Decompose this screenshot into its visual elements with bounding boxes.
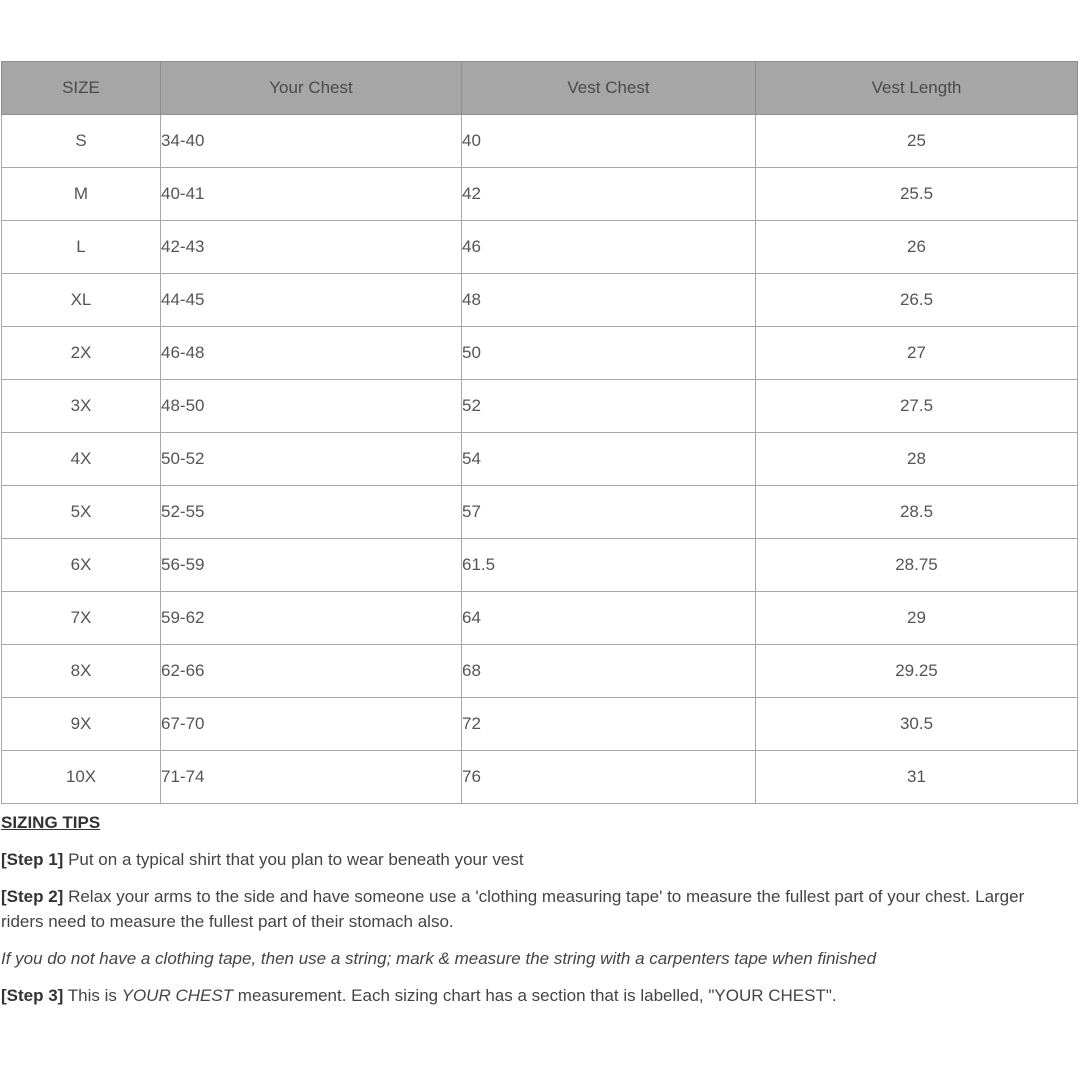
step-3-emphasis: YOUR CHEST [121, 986, 234, 1005]
step-3-text-before: This is [63, 986, 122, 1005]
header-vest-length: Vest Length [756, 62, 1078, 115]
table-row [2, 592, 1078, 645]
cell-vest-chest: 40 [462, 115, 756, 168]
step-1-label: [Step 1] [1, 850, 64, 869]
cell-vest-length: 25 [756, 115, 1078, 168]
cell-vest-chest: 50 [462, 327, 756, 380]
cell-vest-length: 26 [756, 221, 1078, 274]
cell-your-chest: 59-62 [161, 592, 462, 645]
table-row [2, 380, 1078, 433]
cell-vest-length: 28 [756, 433, 1078, 486]
cell-vest-chest: 52 [462, 380, 756, 433]
cell-size: XL [2, 274, 161, 327]
cell-vest-length: 31 [756, 751, 1078, 804]
table-row [2, 433, 1078, 486]
table-row [2, 539, 1078, 592]
cell-your-chest: 46-48 [161, 327, 462, 380]
cell-size: 9X [2, 698, 161, 751]
cell-vest-length: 27 [756, 327, 1078, 380]
table-header [2, 62, 1078, 115]
cell-vest-chest: 68 [462, 645, 756, 698]
cell-size: S [2, 115, 161, 168]
cell-size: L [2, 221, 161, 274]
sizing-tips [1, 810, 1071, 1020]
step-2-text: Relax your arms to the side and have someone use a 'clothing measuring tape' to measure the fullest part of your chest. Larger riders need to measure the fullest part of their stomach also. [1, 887, 1025, 931]
cell-size: 2X [2, 327, 161, 380]
cell-your-chest: 62-66 [161, 645, 462, 698]
cell-vest-chest: 42 [462, 168, 756, 221]
step-2-label: [Step 2] [1, 887, 64, 906]
cell-vest-length: 26.5 [756, 274, 1078, 327]
cell-size: 4X [2, 433, 161, 486]
table-body [2, 115, 1078, 804]
step-1 [1, 847, 1071, 872]
cell-size: 3X [2, 380, 161, 433]
cell-size: 8X [2, 645, 161, 698]
cell-your-chest: 71-74 [161, 751, 462, 804]
step-3-text-after: measurement. Each sizing chart has a section that is labelled, "YOUR CHEST". [233, 986, 837, 1005]
cell-vest-chest: 48 [462, 274, 756, 327]
header-your-chest: Your Chest [161, 62, 462, 115]
table-row [2, 327, 1078, 380]
table-row [2, 168, 1078, 221]
cell-vest-length: 29.25 [756, 645, 1078, 698]
cell-your-chest: 56-59 [161, 539, 462, 592]
header-vest-chest: Vest Chest [462, 62, 756, 115]
step-2 [1, 884, 1071, 934]
size-chart [1, 61, 1077, 804]
step-3-label: [Step 3] [1, 986, 64, 1005]
table-row [2, 698, 1078, 751]
cell-size: 5X [2, 486, 161, 539]
table-row [2, 221, 1078, 274]
string-note: If you do not have a clothing tape, then use a string; mark & measure the string with a carpenters tape when finished [1, 949, 877, 968]
cell-vest-length: 28.75 [756, 539, 1078, 592]
cell-vest-chest: 64 [462, 592, 756, 645]
table-row [2, 274, 1078, 327]
cell-vest-chest: 46 [462, 221, 756, 274]
cell-size: 7X [2, 592, 161, 645]
cell-vest-chest: 57 [462, 486, 756, 539]
cell-your-chest: 34-40 [161, 115, 462, 168]
cell-vest-length: 25.5 [756, 168, 1078, 221]
step-3 [1, 983, 1071, 1008]
cell-vest-length: 29 [756, 592, 1078, 645]
cell-vest-chest: 76 [462, 751, 756, 804]
cell-vest-length: 30.5 [756, 698, 1078, 751]
cell-size: 10X [2, 751, 161, 804]
size-table [1, 61, 1078, 804]
cell-size: M [2, 168, 161, 221]
header-row [2, 62, 1078, 115]
cell-your-chest: 50-52 [161, 433, 462, 486]
cell-size: 6X [2, 539, 161, 592]
cell-vest-chest: 61.5 [462, 539, 756, 592]
table-row [2, 645, 1078, 698]
cell-vest-chest: 54 [462, 433, 756, 486]
cell-vest-chest: 72 [462, 698, 756, 751]
sizing-tips-title: SIZING TIPS [1, 813, 101, 832]
table-row [2, 115, 1078, 168]
header-size: SIZE [2, 62, 161, 115]
table-row [2, 751, 1078, 804]
cell-your-chest: 67-70 [161, 698, 462, 751]
cell-your-chest: 40-41 [161, 168, 462, 221]
step-1-text: Put on a typical shirt that you plan to wear beneath your vest [63, 850, 524, 869]
cell-your-chest: 48-50 [161, 380, 462, 433]
cell-your-chest: 44-45 [161, 274, 462, 327]
cell-vest-length: 28.5 [756, 486, 1078, 539]
cell-vest-length: 27.5 [756, 380, 1078, 433]
cell-your-chest: 42-43 [161, 221, 462, 274]
table-row [2, 486, 1078, 539]
cell-your-chest: 52-55 [161, 486, 462, 539]
